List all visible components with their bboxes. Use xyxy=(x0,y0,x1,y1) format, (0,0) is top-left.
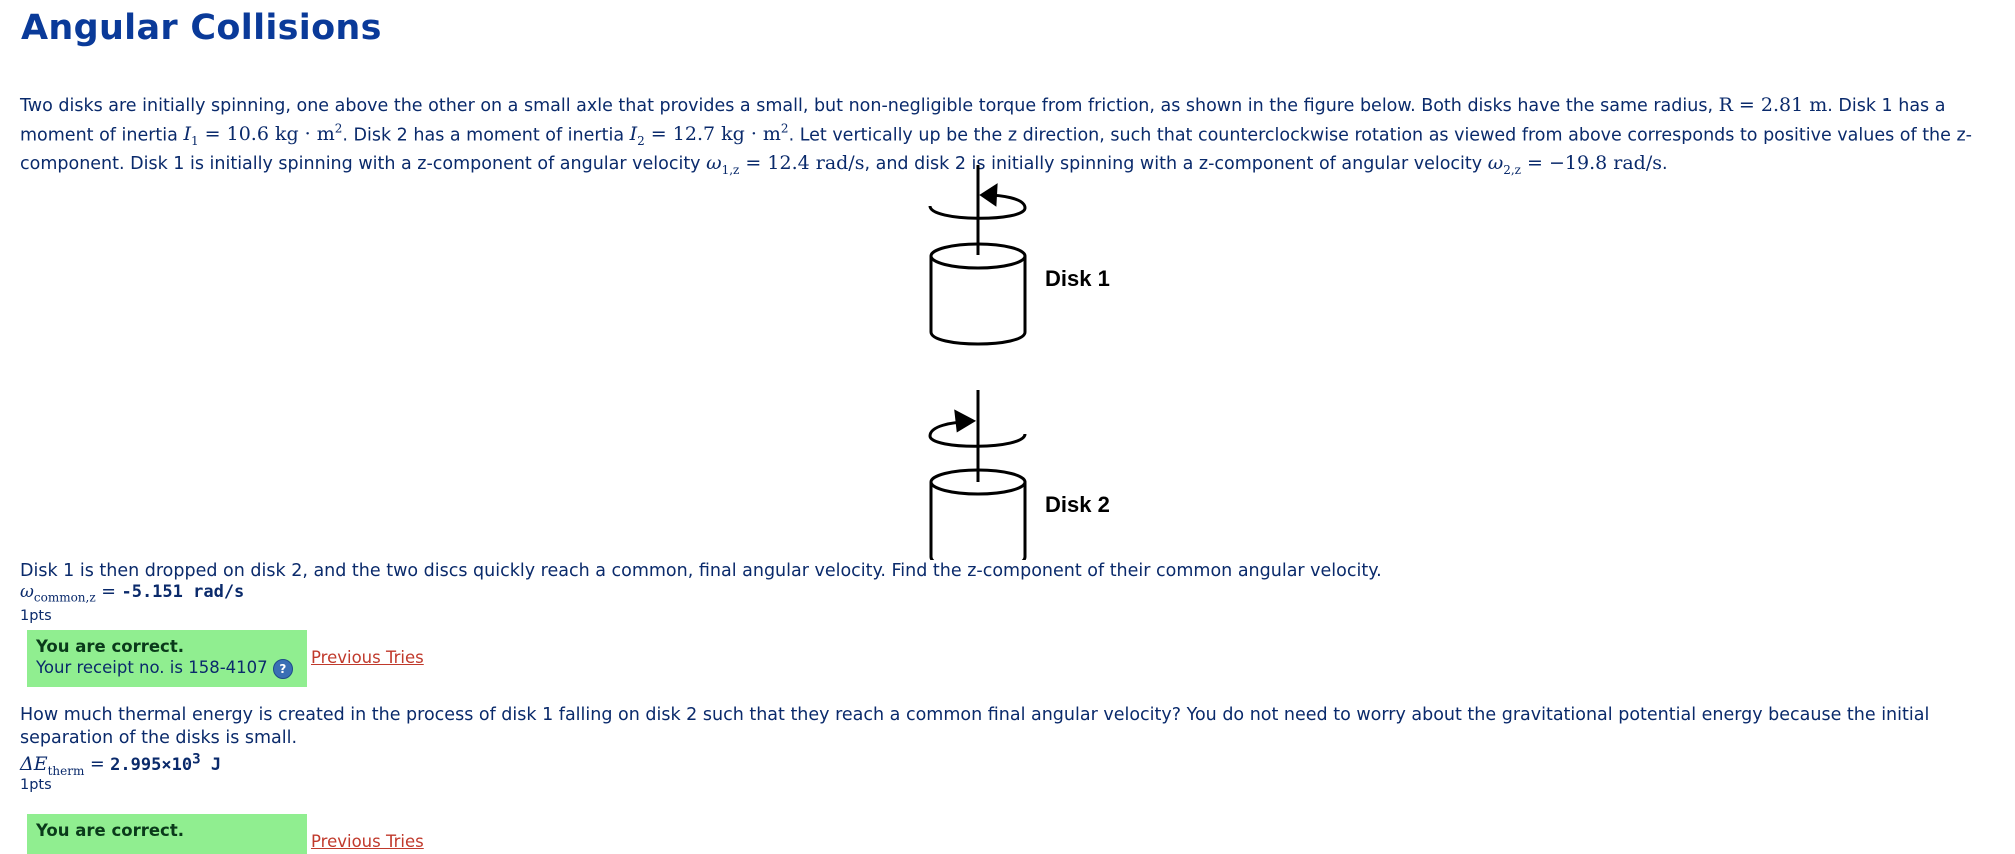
question-2-answer: $\Delta E_{therm} = 2.995\times 10^3$ J xyxy=(20,751,222,778)
inertia2-expr: $I_2 = 12.7$ kg · $m^2$ xyxy=(629,121,789,148)
disk1-bottom xyxy=(931,332,1025,344)
previous-tries-link-2[interactable]: Previous Tries xyxy=(311,832,424,851)
question-1-text: Disk 1 is then dropped on disk 2, and the two discs quickly reach a common, final angular velocity. Find the z-component of their common angular velocity. xyxy=(20,561,1382,581)
disk2-label: Disk 2 xyxy=(1045,492,1110,517)
question-2-feedback xyxy=(27,814,307,854)
question-1-feedback xyxy=(27,630,307,687)
help-circle-icon[interactable]: ? xyxy=(273,659,293,679)
correct-message-2: You are correct. xyxy=(36,821,184,840)
disk1-label: Disk 1 xyxy=(1045,266,1110,291)
question-2-text: How much thermal energy is created in the process of disk 1 falling on disk 2 such that they reach a common final angular velocity? You do not need to worry about the gravitational potential energy because the initial separation of the disks is small. xyxy=(20,705,1930,748)
disks-figure xyxy=(900,160,1180,560)
radius-expr: R = 2.81 m xyxy=(1718,94,1828,116)
problem-intro: Two disks are initially spinning, one above the other on a small axle that provides a small, but non-negligible torque from friction, as shown in the figure below. Both disks have the same radius, R = 2.81 m. Disk 1 has a moment of inertia $I_1 = 10.6$ kg · $m^2$. Disk 2 has a moment of inertia $I_2 = 12.7$ kg · $m^2$. Let vertically up be the z direction, such that counterclockwise rotation as viewed from above corresponds to positive values of the z-component. Disk 1 is initially spinning with a z-component of angular velocity $\omega_{1,z} = 12.4$ rad/s, and disk 2 is initially spinning with a z-component of angular velocity $\omega_{2,z} = -19.8$ rad/s. xyxy=(20,94,1972,177)
omega2-expr: $\omega_{2,z} = -19.8$ rad/s xyxy=(1487,152,1662,177)
receipt-text: Your receipt no. is 158-4107 xyxy=(36,658,268,677)
disk1-arrow-head xyxy=(982,186,996,204)
answer-2-value: $2.995\times 10^3$ J xyxy=(110,751,222,775)
page-title: Angular Collisions xyxy=(21,8,382,48)
question-2-points: 1pts xyxy=(20,777,52,793)
answer-1-value: -5.151 rad/s xyxy=(121,582,245,602)
correct-message: You are correct. xyxy=(36,637,184,656)
disk2-arrow-head xyxy=(956,412,973,430)
previous-tries-link-1[interactable]: Previous Tries xyxy=(311,648,424,667)
disks-diagram xyxy=(900,160,1180,560)
question-1-points: 1pts xyxy=(20,608,52,624)
omega1-expr: $\omega_{1,z} = 12.4$ rad/s xyxy=(706,152,865,177)
inertia1-expr: $I_1 = 10.6$ kg · $m^2$ xyxy=(183,121,343,148)
question-1-answer: $\omega_{common,z} = -5.151$ rad/s xyxy=(20,582,245,605)
